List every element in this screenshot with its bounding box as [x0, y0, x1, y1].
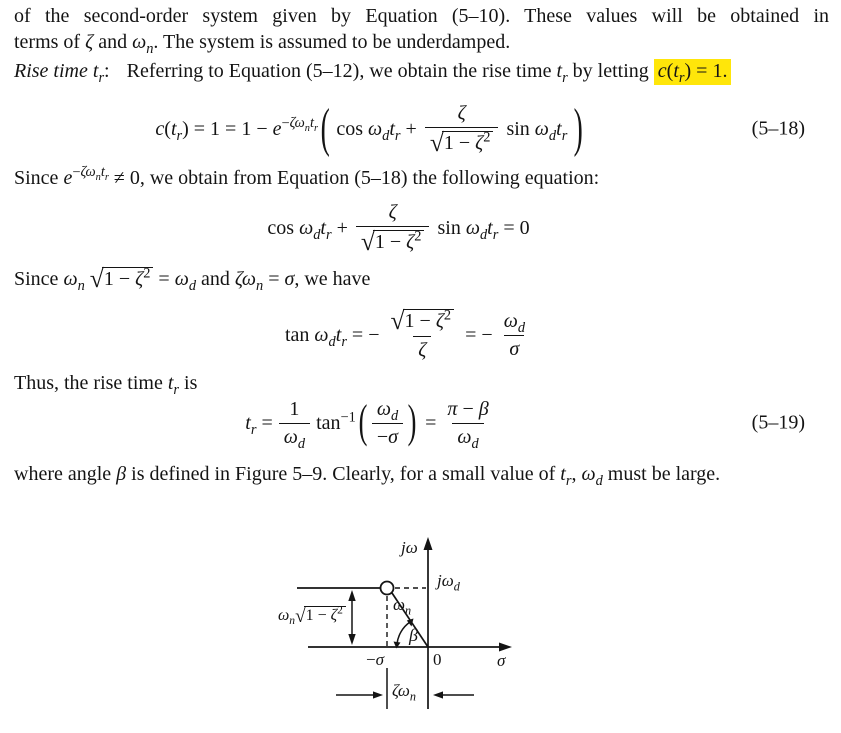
- intro-line-2: terms of ζ and $\omega_n$. The system is assumed to be underdamped.: [14, 31, 511, 57]
- radical-sign: √: [429, 128, 444, 158]
- eq518-radicand: $1 - \zeta^2$: [442, 131, 494, 154]
- eqtan-frac1-denominator: ζ: [413, 336, 431, 362]
- radical-sign: √: [89, 264, 104, 293]
- rise-time-label: Rise time $t_r$:: [14, 60, 110, 86]
- eqtan-fraction-2: [499, 310, 530, 361]
- eq519-frac2-numerator: $\omega_d$: [376, 397, 399, 424]
- equation-cos: [267, 201, 529, 255]
- radical-sign: √: [295, 605, 306, 627]
- eq519-equals: =: [425, 411, 437, 434]
- equation-number-5-18: (5–18): [751, 117, 805, 140]
- radical-sign: √: [360, 227, 375, 257]
- eqtan-frac2-denominator: σ: [504, 335, 524, 361]
- eq519-frac3-denominator: $\omega_d$: [452, 423, 483, 449]
- eqcos-fraction: [356, 201, 430, 255]
- height-label-pre: $\omega_n$: [278, 607, 296, 628]
- rise-time-paragraph: [14, 60, 731, 86]
- eq519-close-paren: ): [407, 397, 417, 449]
- where-beta-line: where angle β is defined in Figure 5–9. Clearly, for a small value of $t_r$, $\omega_d$ must be large.: [14, 463, 721, 489]
- since-wd-pre: Since $\omega_n$: [14, 267, 85, 294]
- eq518-sin-term: $\sin \omega_dt_r$: [506, 117, 568, 144]
- wn-label: $\omega_n$: [393, 595, 412, 618]
- eqtan-radicand: $1 - \zeta^2$: [403, 309, 455, 332]
- sigma-label: σ: [497, 651, 506, 670]
- since-wd-line: [14, 266, 370, 292]
- eq519-frac1-numerator: 1: [289, 397, 300, 420]
- neg-sigma-label: −σ: [366, 650, 384, 669]
- eqtan-mid: = −: [465, 323, 493, 346]
- eq518-fraction-numerator: ζ: [457, 102, 466, 125]
- jw-axis-label: jω: [401, 538, 418, 557]
- intro-line-1: of the second-order system given by Equation (5–10). These values will be obtained in: [14, 5, 829, 27]
- eqtan-fraction-1: [385, 308, 459, 362]
- eq518-open-paren: (: [320, 99, 330, 159]
- origin-label: 0: [433, 650, 442, 669]
- eq519-lhs: $t_r$ =: [245, 411, 273, 438]
- eq518-close-paren: ): [573, 99, 584, 159]
- rise-time-body: Referring to Equation (5–12), we obtain the rise time $t_r$ by letting: [126, 60, 649, 86]
- equation-cos-row: [0, 198, 841, 258]
- measure-up-arrowhead: [348, 590, 355, 601]
- equation-5-18-row: [0, 96, 841, 162]
- since-wd-radicand: $1 - \zeta^2$: [102, 267, 154, 290]
- eq519-frac1-denominator: $\omega_d$: [279, 423, 310, 449]
- eq519-fraction-1: [279, 397, 310, 452]
- equation-tan-row: [0, 303, 841, 367]
- eq518-fraction: [425, 102, 499, 156]
- eq519-fraction-2: [372, 398, 403, 449]
- s-plane-figure: [270, 530, 570, 733]
- eqcos-cos-term: $\cos \omega_dt_r$ +: [267, 216, 348, 243]
- eq519-fraction-3: [442, 397, 493, 452]
- jwd-label: $j\omega_d$: [437, 571, 460, 594]
- eq518-cos-term: $\cos \omega_dt_r$ +: [336, 117, 417, 144]
- eqcos-fraction-denominator: [356, 226, 430, 255]
- measure-down-arrowhead: [348, 634, 355, 645]
- pole-marker: [381, 582, 394, 595]
- thus-line: Thus, the rise time $t_r$ is: [14, 372, 198, 398]
- zeta-wn-label: $\zeta\omega_n$: [392, 681, 417, 704]
- eq518-fraction-denominator: [425, 127, 499, 156]
- eq519-frac2-denominator: −σ: [372, 423, 403, 449]
- highlighted-text: $c(t_r) = 1$.: [654, 59, 732, 85]
- s-plane-diagram: [270, 530, 570, 733]
- eq519-frac3-numerator: π − β: [447, 397, 489, 420]
- equation-number-5-19: (5–19): [751, 411, 805, 434]
- since-exponential-line: Since $e^{-\zeta\omega_nt_r} \ne 0$, we obtain from Equation (5–18) the following equation:: [14, 164, 600, 189]
- eqcos-radicand: $1 - \zeta^2$: [373, 230, 425, 253]
- eqtan-frac1-numerator: [385, 308, 459, 336]
- zeta-wn-right-arrowhead: [373, 691, 383, 698]
- eq519-open-paren: (: [358, 397, 368, 449]
- eqcos-sin-term: $\sin \omega_dt_r = 0$: [437, 216, 530, 243]
- eq518-lead: $c(t_r) = 1 = 1 - e^{-\zeta\omega_nt_r}$: [155, 114, 319, 144]
- jw-axis-arrowhead: [424, 537, 433, 550]
- beta-label: β: [409, 625, 418, 645]
- eq519-arctan: $\tan^{-1}$: [316, 408, 356, 434]
- equation-5-18: [155, 99, 585, 159]
- height-label: [278, 606, 346, 626]
- eqcos-fraction-numerator: ζ: [388, 201, 397, 224]
- zeta-wn-left-arrowhead: [433, 691, 443, 698]
- equation-5-19: [245, 397, 499, 452]
- radical-sign: √: [390, 306, 405, 336]
- eqtan-lhs: $\tan \omega_dt_r$ = −: [284, 323, 380, 350]
- eqtan-frac2-numerator: $\omega_d$: [503, 309, 526, 336]
- since-wd-post: = $\omega_d$ and $\zeta\omega_n = \sigma$, we have: [153, 267, 371, 294]
- equation-5-19-row: [0, 390, 841, 456]
- height-label-radicand: $1 - \zeta^2$: [304, 606, 346, 625]
- equation-tan: [285, 308, 536, 362]
